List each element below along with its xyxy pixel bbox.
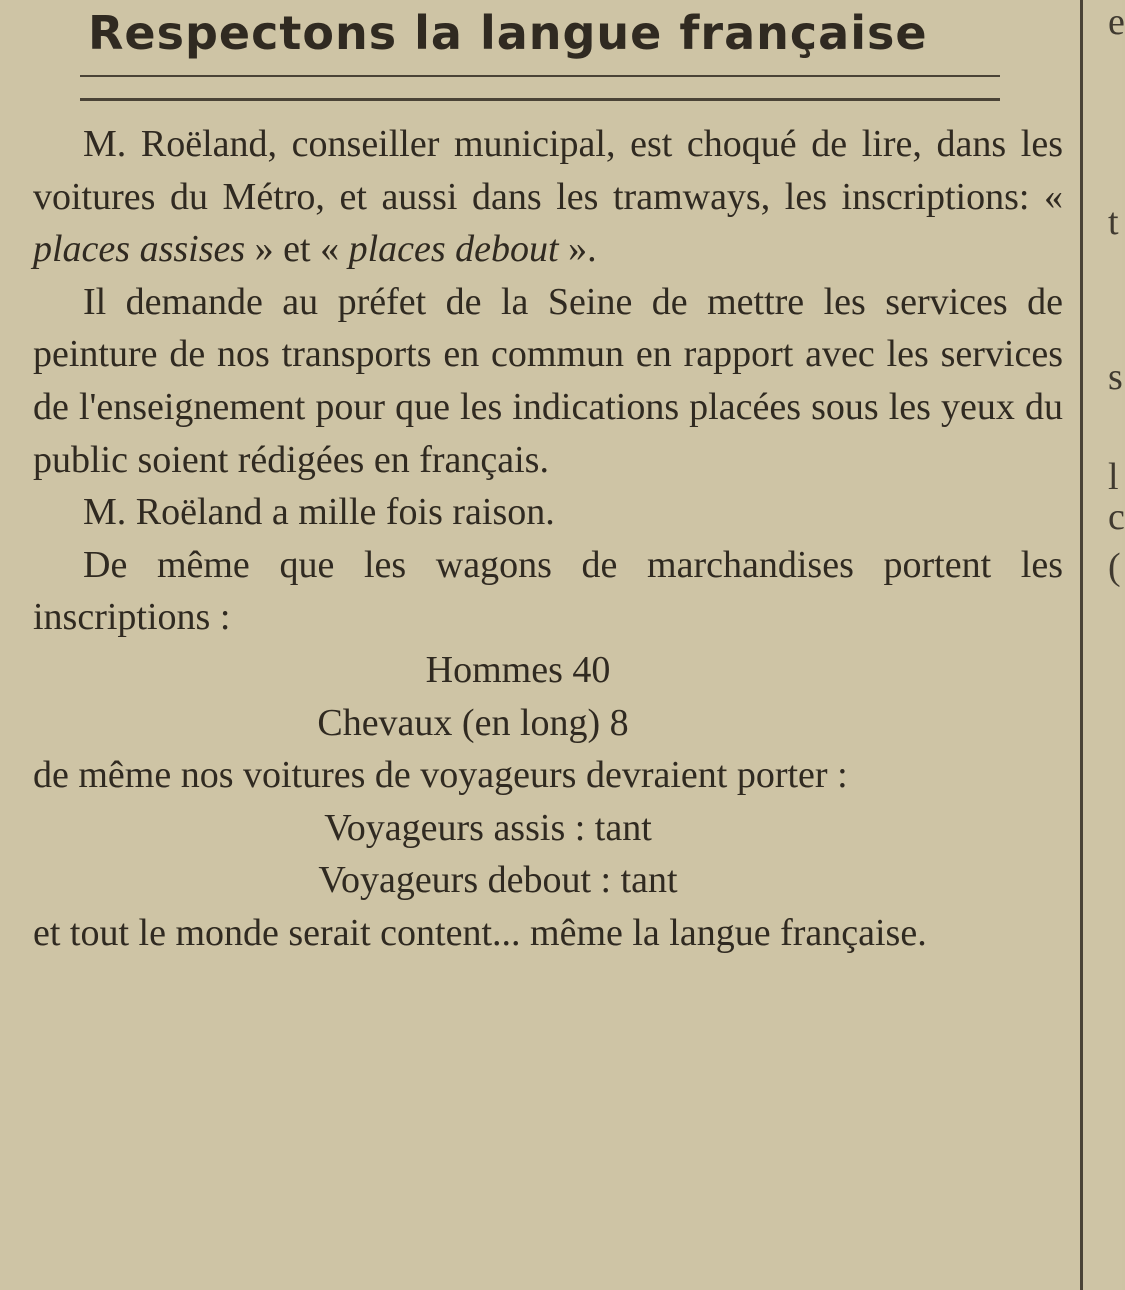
inscription-hommes: Hommes 40 <box>425 648 611 691</box>
margin-letter: e <box>1108 1 1125 43</box>
paragraph-5: de même nos voitures de voyageurs devraient porter : <box>33 754 848 797</box>
paragraph-1: M. Roëland, conseiller municipal, est choqué de lire, dans les voitures du Métro, et aussi dans les tramways, les inscriptions: « places assises » et « places debout ». <box>33 123 1063 271</box>
margin-letter: ( <box>1108 546 1121 588</box>
article-body <box>33 118 1063 960</box>
column-divider <box>1080 0 1083 1290</box>
paragraph-3: M. Roëland a mille fois raison. <box>83 491 555 534</box>
inscription-voyageurs-debout: Voyageurs debout : tant <box>318 859 678 902</box>
adjacent-column-fragment <box>1094 0 1125 1290</box>
paragraph-2: Il demande au préfet de la Seine de mettre les services de peinture de nos transports en commun en rapport avec les services de l'enseignement pour que les indications placées sous les yeux du public soient rédigées en français. <box>33 280 1063 481</box>
headline-rule-bottom <box>80 98 1000 101</box>
headline-rule-top <box>80 75 1000 77</box>
article-headline: Respectons la langue française <box>88 6 928 60</box>
inscription-chevaux: Chevaux (en long) 8 <box>317 701 629 744</box>
quote-places-assises: places assises <box>33 228 246 271</box>
quote-places-debout: places debout <box>348 228 559 271</box>
margin-letter: c <box>1108 496 1125 538</box>
inscription-voyageurs-assis: Voyageurs assis : tant <box>324 806 652 849</box>
margin-letter: s <box>1108 356 1123 398</box>
paragraph-6: et tout le monde serait content... même la langue française. <box>33 911 927 954</box>
paragraph-4: De même que les wagons de marchandises portent les inscriptions : <box>33 543 1063 639</box>
margin-letter: t <box>1108 201 1119 243</box>
margin-letter: l <box>1108 456 1119 498</box>
